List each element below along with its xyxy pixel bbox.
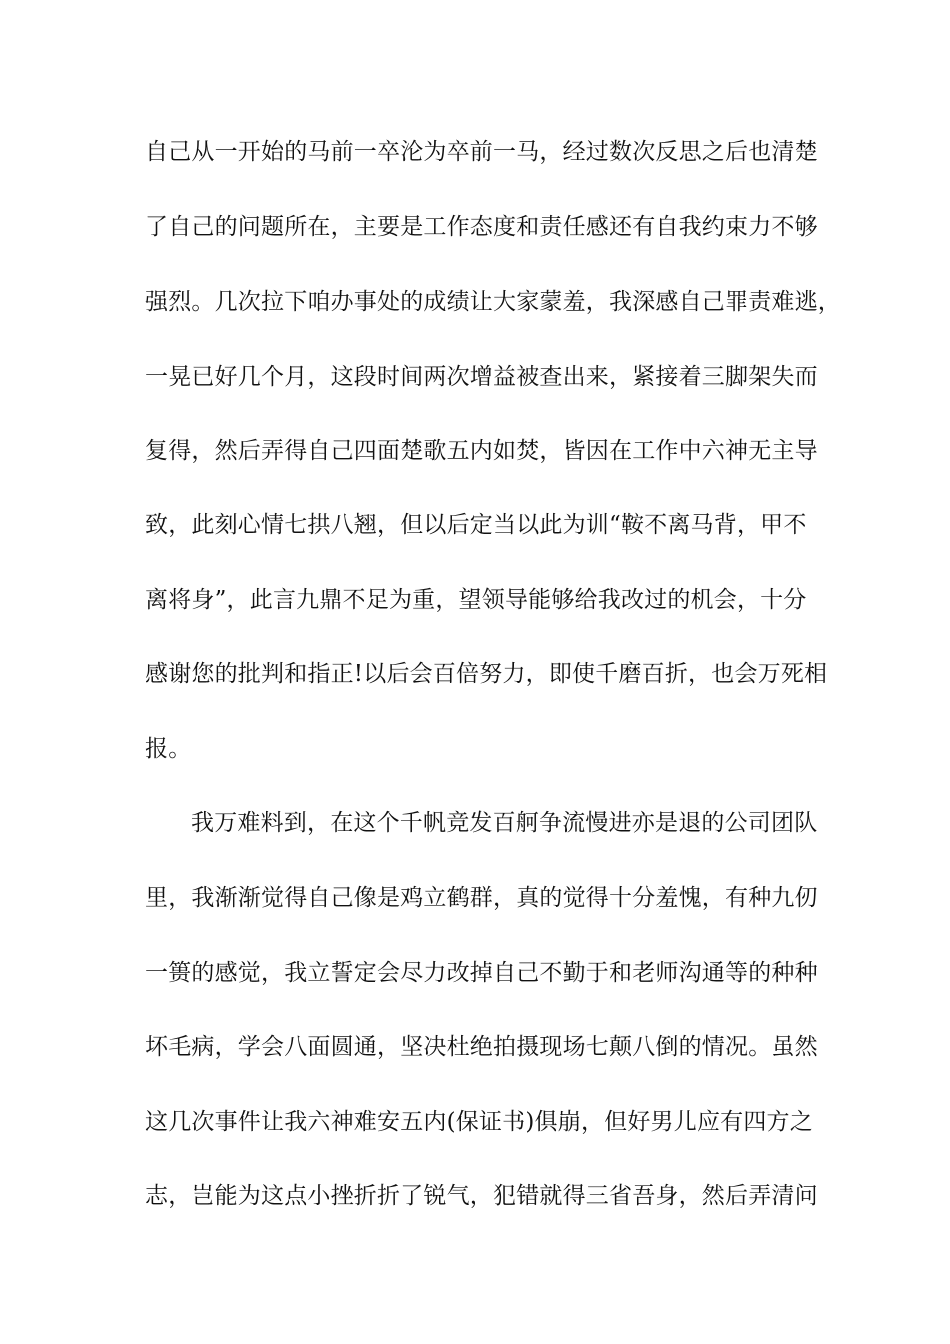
text-line: 报。	[145, 736, 192, 762]
text-line: 致，此刻心情七拱八翘，但以后定当以此为训“鞍不离马背，甲不	[145, 512, 807, 538]
text-line: 坏毛病，学会八面圆通，坚决杜绝拍摄现场七颠八倒的情况。虽然	[145, 1034, 818, 1060]
text-line: 志，岂能为这点小挫折折了锐气，犯错就得三省吾身，然后弄清问	[145, 1183, 818, 1209]
text-line: 这几次事件让我六神难安五内(保证书)俱崩，但好男儿应有四方之	[145, 1109, 813, 1135]
text-line: 强烈。几次拉下咱办事处的成绩让大家蒙羞，我深感自己罪责难逃，	[145, 289, 841, 315]
paragraph-first-line: 我万难料到，在这个千帆竞发百舸争流慢进亦是退的公司团队	[191, 810, 818, 836]
text-line: 自己从一开始的马前一卒沦为卒前一马，经过数次反思之后也清楚	[145, 139, 818, 165]
text-line: 一晃已好几个月，这段时间两次增益被查出来，紧接着三脚架失而	[145, 364, 818, 390]
text-line: 一篑的感觉，我立誓定会尽力改掉自己不勤于和老师沟通等的种种	[145, 960, 818, 986]
text-line: 离将身”，此言九鼎不足为重，望领导能够给我改过的机会，十分	[145, 587, 807, 613]
text-line: 了自己的问题所在，主要是工作态度和责任感还有自我约束力不够	[145, 214, 818, 240]
text-line: 复得，然后弄得自己四面楚歌五内如焚，皆因在工作中六神无主导	[145, 438, 818, 464]
text-line: 里，我渐渐觉得自己像是鸡立鹤群，真的觉得十分羞愧，有种九仞	[145, 885, 818, 911]
text-line: 感谢您的批判和指正!以后会百倍努力，即使千磨百折，也会万死相	[145, 661, 828, 687]
